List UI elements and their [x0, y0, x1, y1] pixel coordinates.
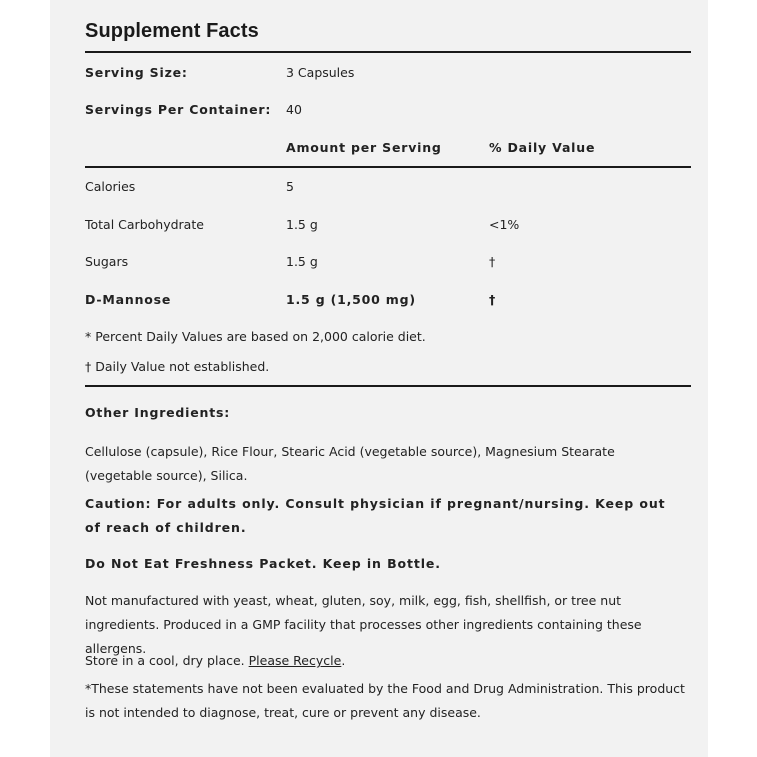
- storage-instructions: [85, 649, 685, 673]
- page-title: Supplement Facts: [85, 20, 259, 42]
- daily-value-column-header: % Daily Value: [489, 140, 596, 155]
- nutrient-dv-carbohydrate: <1%: [489, 217, 520, 232]
- servings-per-container-label: Servings Per Container:: [85, 102, 272, 117]
- serving-size-label: Serving Size:: [85, 65, 188, 80]
- amount-column-header: Amount per Serving: [286, 140, 442, 155]
- nutrient-name-carbohydrate: Total Carbohydrate: [85, 217, 204, 232]
- storage-text: Store in a cool, dry place.: [85, 653, 245, 668]
- allergen-statement: Not manufactured with yeast, wheat, gluten, soy, milk, egg, fish, shellfish, or tree nut ingredients. Produced in a GMP facility that processes other ingredients containing these allergens.: [85, 593, 642, 656]
- fda-disclaimer: *These statements have not been evaluated by the Food and Drug Administration. This product is not intended to diagnose, treat, cure or prevent any disease.: [85, 681, 685, 720]
- footnote-dagger: † Daily Value not established.: [85, 359, 270, 374]
- footnote-percent-daily-values: * Percent Daily Values are based on 2,000 calorie diet.: [85, 329, 426, 344]
- please-recycle-link[interactable]: Please Recycle: [248, 653, 342, 668]
- footnote-divider: [85, 385, 691, 387]
- serving-size-value: 3 Capsules: [286, 65, 355, 80]
- nutrient-amount-sugars: 1.5 g: [286, 254, 318, 269]
- other-ingredients-heading: Other Ingredients:: [85, 405, 231, 420]
- nutrient-name-d-mannose: D-Mannose: [85, 292, 172, 307]
- header-divider: [85, 166, 691, 168]
- freshness-packet-warning: Do Not Eat Freshness Packet. Keep in Bottle.: [85, 556, 441, 571]
- nutrient-name-calories: Calories: [85, 179, 136, 194]
- caution-text: Caution: For adults only. Consult physician if pregnant/nursing. Keep out of reach of children.: [85, 496, 666, 535]
- nutrient-amount-d-mannose: 1.5 g (1,500 mg): [286, 292, 416, 307]
- nutrient-dv-d-mannose: †: [489, 292, 497, 307]
- other-ingredients-text: Cellulose (capsule), Rice Flour, Stearic Acid (vegetable source), Magnesium Stearate (vegetable source), Silica.: [85, 444, 615, 483]
- nutrient-amount-calories: 5: [286, 179, 294, 194]
- nutrient-dv-sugars: †: [489, 254, 496, 269]
- nutrient-amount-carbohydrate: 1.5 g: [286, 217, 318, 232]
- servings-per-container-value: 40: [286, 102, 302, 117]
- nutrient-name-sugars: Sugars: [85, 254, 129, 269]
- title-divider: [85, 51, 691, 53]
- storage-period: .: [341, 653, 346, 668]
